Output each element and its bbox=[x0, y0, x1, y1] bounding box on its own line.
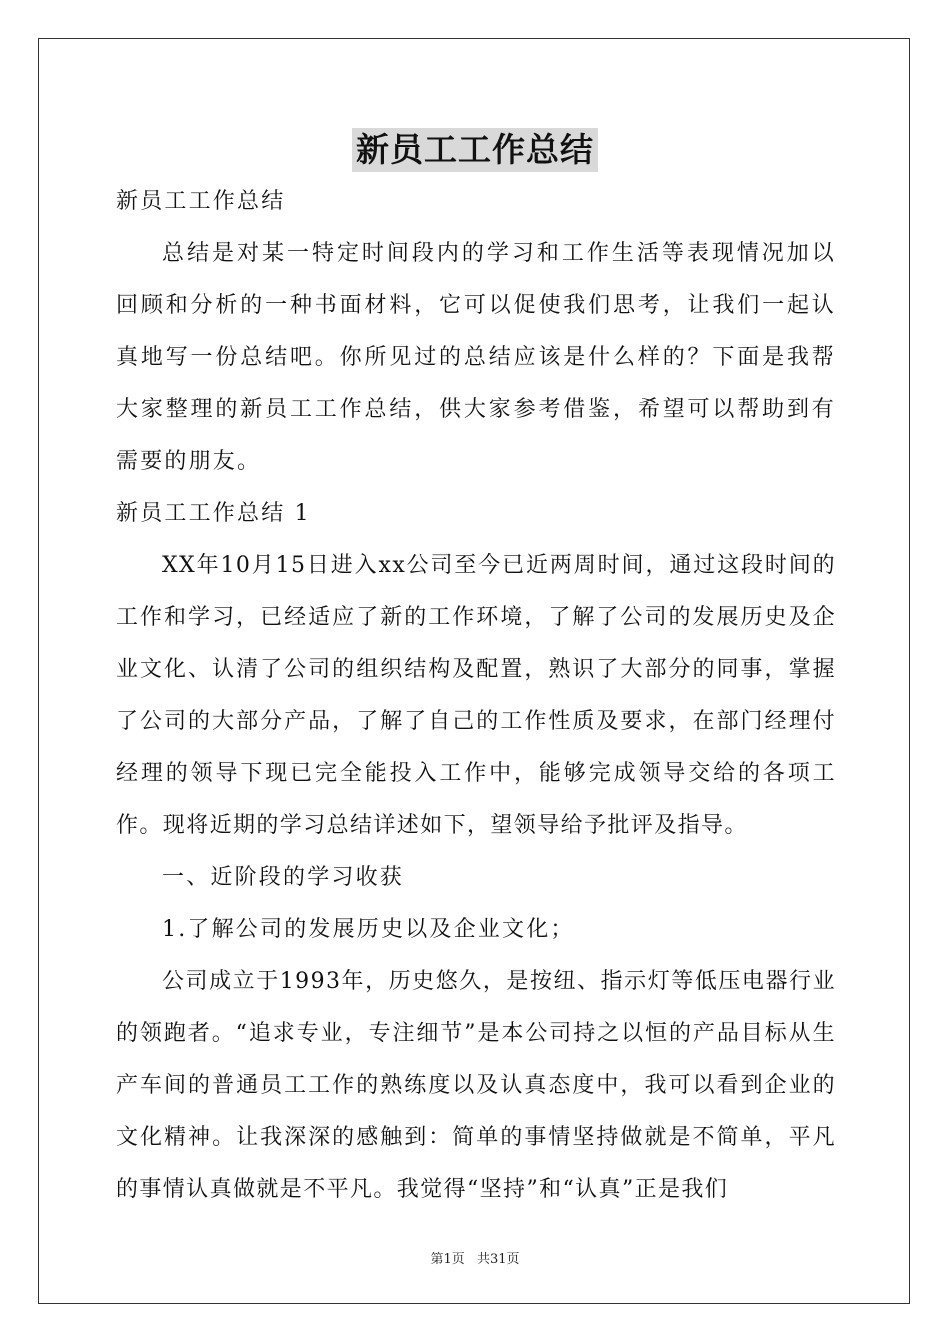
section-title: 新员工工作总结 1 bbox=[116, 501, 311, 526]
paragraph-2: 公司成立于1993年，历史悠久，是按纽、指示灯等低压电器行业的领跑者。“追求专业，专注细节”是本公司持之以恒的产品目标从生产车间的普通员工工作的熟练度以及认真态度中，我可以看到企业的文化精神。让我深深的感触到：简单的事情坚持做就是不简单，平凡的事情认真做就是不平凡。我觉得“坚持”和“认真”正是我们 bbox=[116, 969, 836, 1202]
list-item-1: 1.了解公司的发展历史以及企业文化； bbox=[162, 917, 575, 942]
page-number: 第1页 bbox=[430, 1252, 465, 1267]
heading-1: 一、近阶段的学习收获 bbox=[162, 865, 405, 890]
total-pages: 共31页 bbox=[476, 1252, 520, 1267]
document-body bbox=[116, 176, 836, 1216]
page-footer bbox=[0, 1248, 950, 1267]
intro-paragraph: 总结是对某一特定时间段内的学习和工作生活等表现情况加以回顾和分析的一种书面材料，它可以促使我们思考，让我们一起认真地写一份总结吧。你所见过的总结应该是什么样的？下面是我帮大家整理的新员工工作总结，供大家参考借鉴，希望可以帮助到有需要的朋友。 bbox=[116, 241, 836, 474]
document-title: 新员工工作总结 bbox=[352, 128, 598, 172]
title-wrap bbox=[0, 128, 950, 172]
subtitle: 新员工工作总结 bbox=[116, 189, 286, 214]
paragraph-1: XX年10月15日进入xx公司至今已近两周时间，通过这段时间的工作和学习，已经适应了新的工作环境，了解了公司的发展历史及企业文化、认清了公司的组织结构及配置，熟识了大部分的同事，掌握了公司的大部分产品，了解了自己的工作性质及要求，在部门经理付经理的领导下现已完全能投入工作中，能够完成领导交给的各项工作。现将近期的学习总结详述如下，望领导给予批评及指导。 bbox=[116, 553, 836, 838]
